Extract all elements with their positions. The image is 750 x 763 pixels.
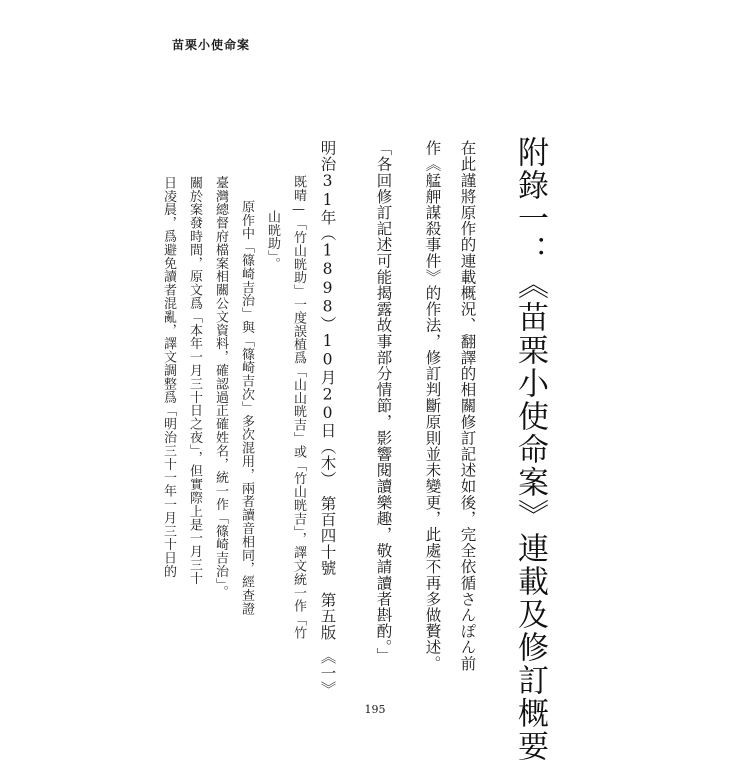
intro-line-3: 「各回修訂記述可能揭露故事部分情節，影響閱讀樂趣，敬請讀者斟酌。」: [374, 140, 393, 664]
note-line-4: 臺灣總督府檔案相關公文資料，確認過正確姓名，統一作「篠崎吉治」。: [213, 176, 228, 599]
note-line-1: 既晴—「竹山晄助」一度誤植爲「山山晄吉」或「竹山晄吉」，譯文統一作「竹: [291, 175, 306, 640]
page-number: 195: [364, 703, 386, 716]
intro-line-2: 作《艋舺謀殺事件》的作法，修訂判斷原則並未變更，此處不再多做贅述。: [423, 140, 442, 672]
note-line-3: 原作中「篠崎吉治」與「篠崎吉次」多次混用，兩者讀音相同，經查證: [239, 200, 254, 616]
page-title: 附錄一：《苗栗小使命案》連載及修訂概要: [512, 136, 548, 763]
entry-header: 明治31年（1898）10月20日（木） 第百四十號 第五版 《一》: [318, 140, 337, 697]
note-line-5: 關於案發時間，原文爲「本年一月三十日之夜」，但實際上是一月三十: [187, 176, 202, 585]
note-line-6: 日凌晨，爲避免讀者混亂，譯文調整爲「明治三十一年一月三十日的: [161, 176, 176, 578]
intro-line-1: 在此謹將原作的連載概況、翻譯的相關修訂記述如後，完全依循さんぽん前: [458, 140, 477, 672]
note-line-2: 山晄助」。: [265, 210, 280, 271]
running-head: 苗栗小使命案: [172, 38, 251, 52]
